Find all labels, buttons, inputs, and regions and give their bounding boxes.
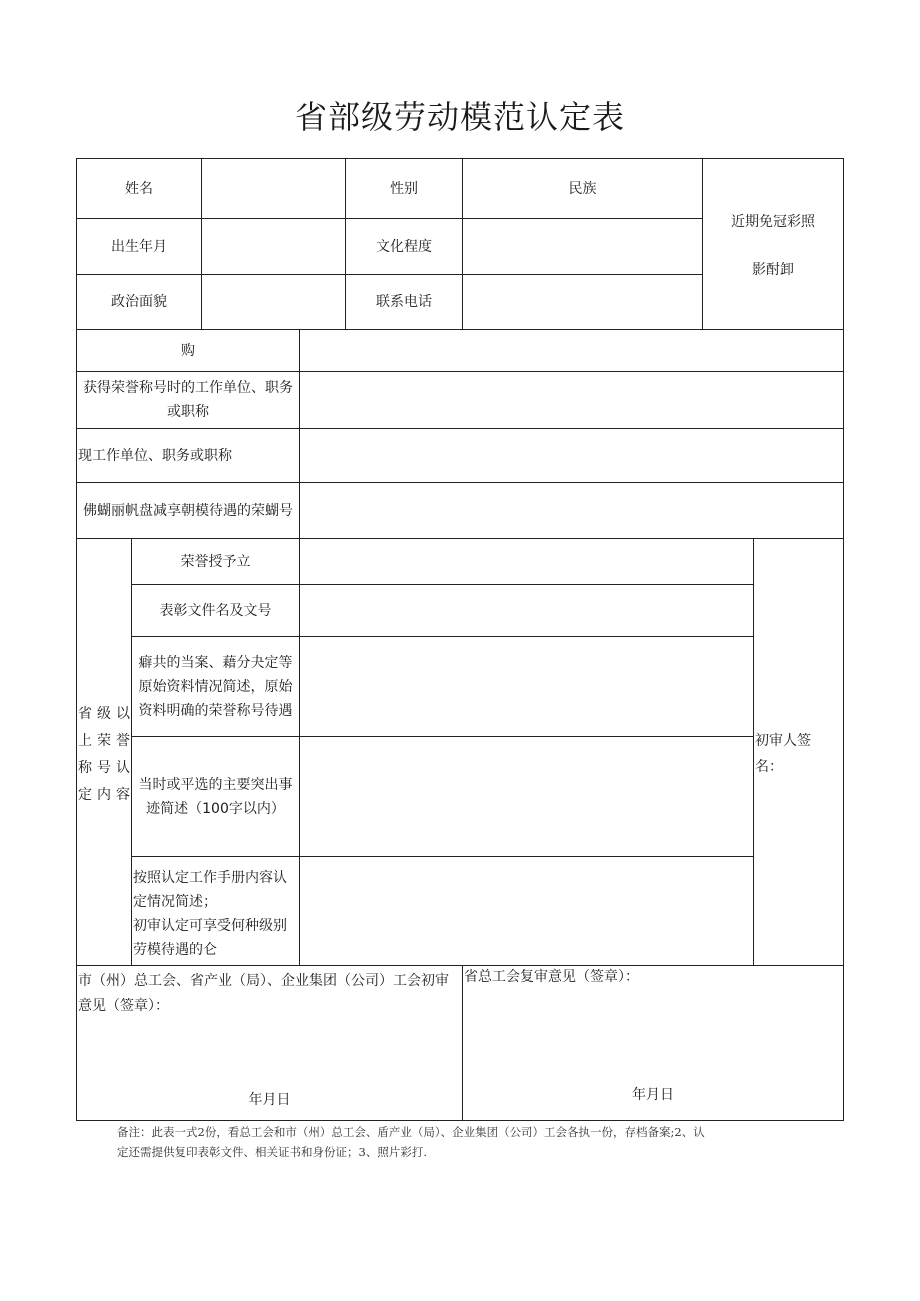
phone-label: 联系电话 [376,294,432,310]
photo-label-line1: 近期免冠彩照 [731,214,815,230]
document-field[interactable] [300,585,753,636]
enjoyed-treatment-field[interactable] [300,483,843,538]
id-field[interactable] [300,330,843,371]
manual-summary-label-2: 初审认定可享受何种级别劳模待遇的仑 [133,918,287,958]
document-label: 表彰文件名及文号 [159,602,272,619]
id-label: 购 [181,342,195,359]
name-field[interactable] [202,159,345,218]
current-work-unit-label: 现工作单位、职务或职称 [78,447,232,464]
birth-date-label: 出生年月 [111,238,167,255]
political-status-field[interactable] [202,275,345,329]
city-opinion-label: 市（州）总工会、省产业（局）、企业集团（公司）工会初审意见（签章）： [78,973,449,1014]
deeds-summary-label: 当时或平选的主要突出事迹简述（100字以内） [138,776,293,817]
table-border-right [843,158,844,1121]
grant-unit-label: 荣誉授予立 [180,553,251,570]
archive-summary-field[interactable] [300,637,753,736]
gender-label: 性别 [390,180,418,197]
table-rule [753,538,754,965]
footnote-line-2: 定还需提供复印表彰文件、相关证书和身份证；3、照片彩打. [117,1145,427,1159]
name-label: 姓名 [125,180,153,197]
manual-summary-label-1: 按照认定工作手册内容认定情况简述； [133,870,287,910]
current-work-unit-field[interactable] [300,429,843,482]
phone-field[interactable] [463,275,702,329]
honor-work-unit-field[interactable] [300,372,843,428]
manual-summary-labels [133,866,300,962]
education-label: 文化程度 [376,238,432,255]
birth-date-field[interactable] [202,219,345,274]
manual-summary-field[interactable] [300,857,753,965]
political-status-label: 政治面貌 [111,294,167,310]
photo-label-line2: 影酎卸 [752,262,794,278]
grant-unit-field[interactable] [300,539,753,584]
enjoyed-treatment-label: 佛蝴丽帆盘减享朝模待遇的荣蝴号 [83,502,293,519]
honor-section-label: 省级以上荣誉称号认定内容 [78,706,130,803]
deeds-summary-field[interactable] [300,737,753,856]
education-field[interactable] [463,219,702,274]
table-border-bottom [76,1120,844,1121]
reviewer-signature-label: 初审人签名： [755,733,811,775]
footnote-line-1: 备注：此表一式2份，看总工会和市（州）总工会、盾产业（局）、企业集团（公司）工会各执一份，存档备案;2、认 [117,1125,705,1139]
archive-summary-label: 癖共的当案、藉分夬定等原始资料情况简述，原始资料明确的荣誉称号待遇 [138,654,293,719]
left-date-label: 年月日 [248,1092,291,1108]
page-title: 省部级劳动模范认定表 [294,98,625,136]
ethnicity-label: 民族 [568,180,597,197]
honor-work-unit-label: 获得荣誉称号时的工作单位、职务或职称 [83,380,293,420]
right-date-label: 年月日 [632,1087,674,1103]
province-opinion-label: 省总工会复审意见（签章）： [464,969,639,985]
footnote [117,1122,845,1162]
